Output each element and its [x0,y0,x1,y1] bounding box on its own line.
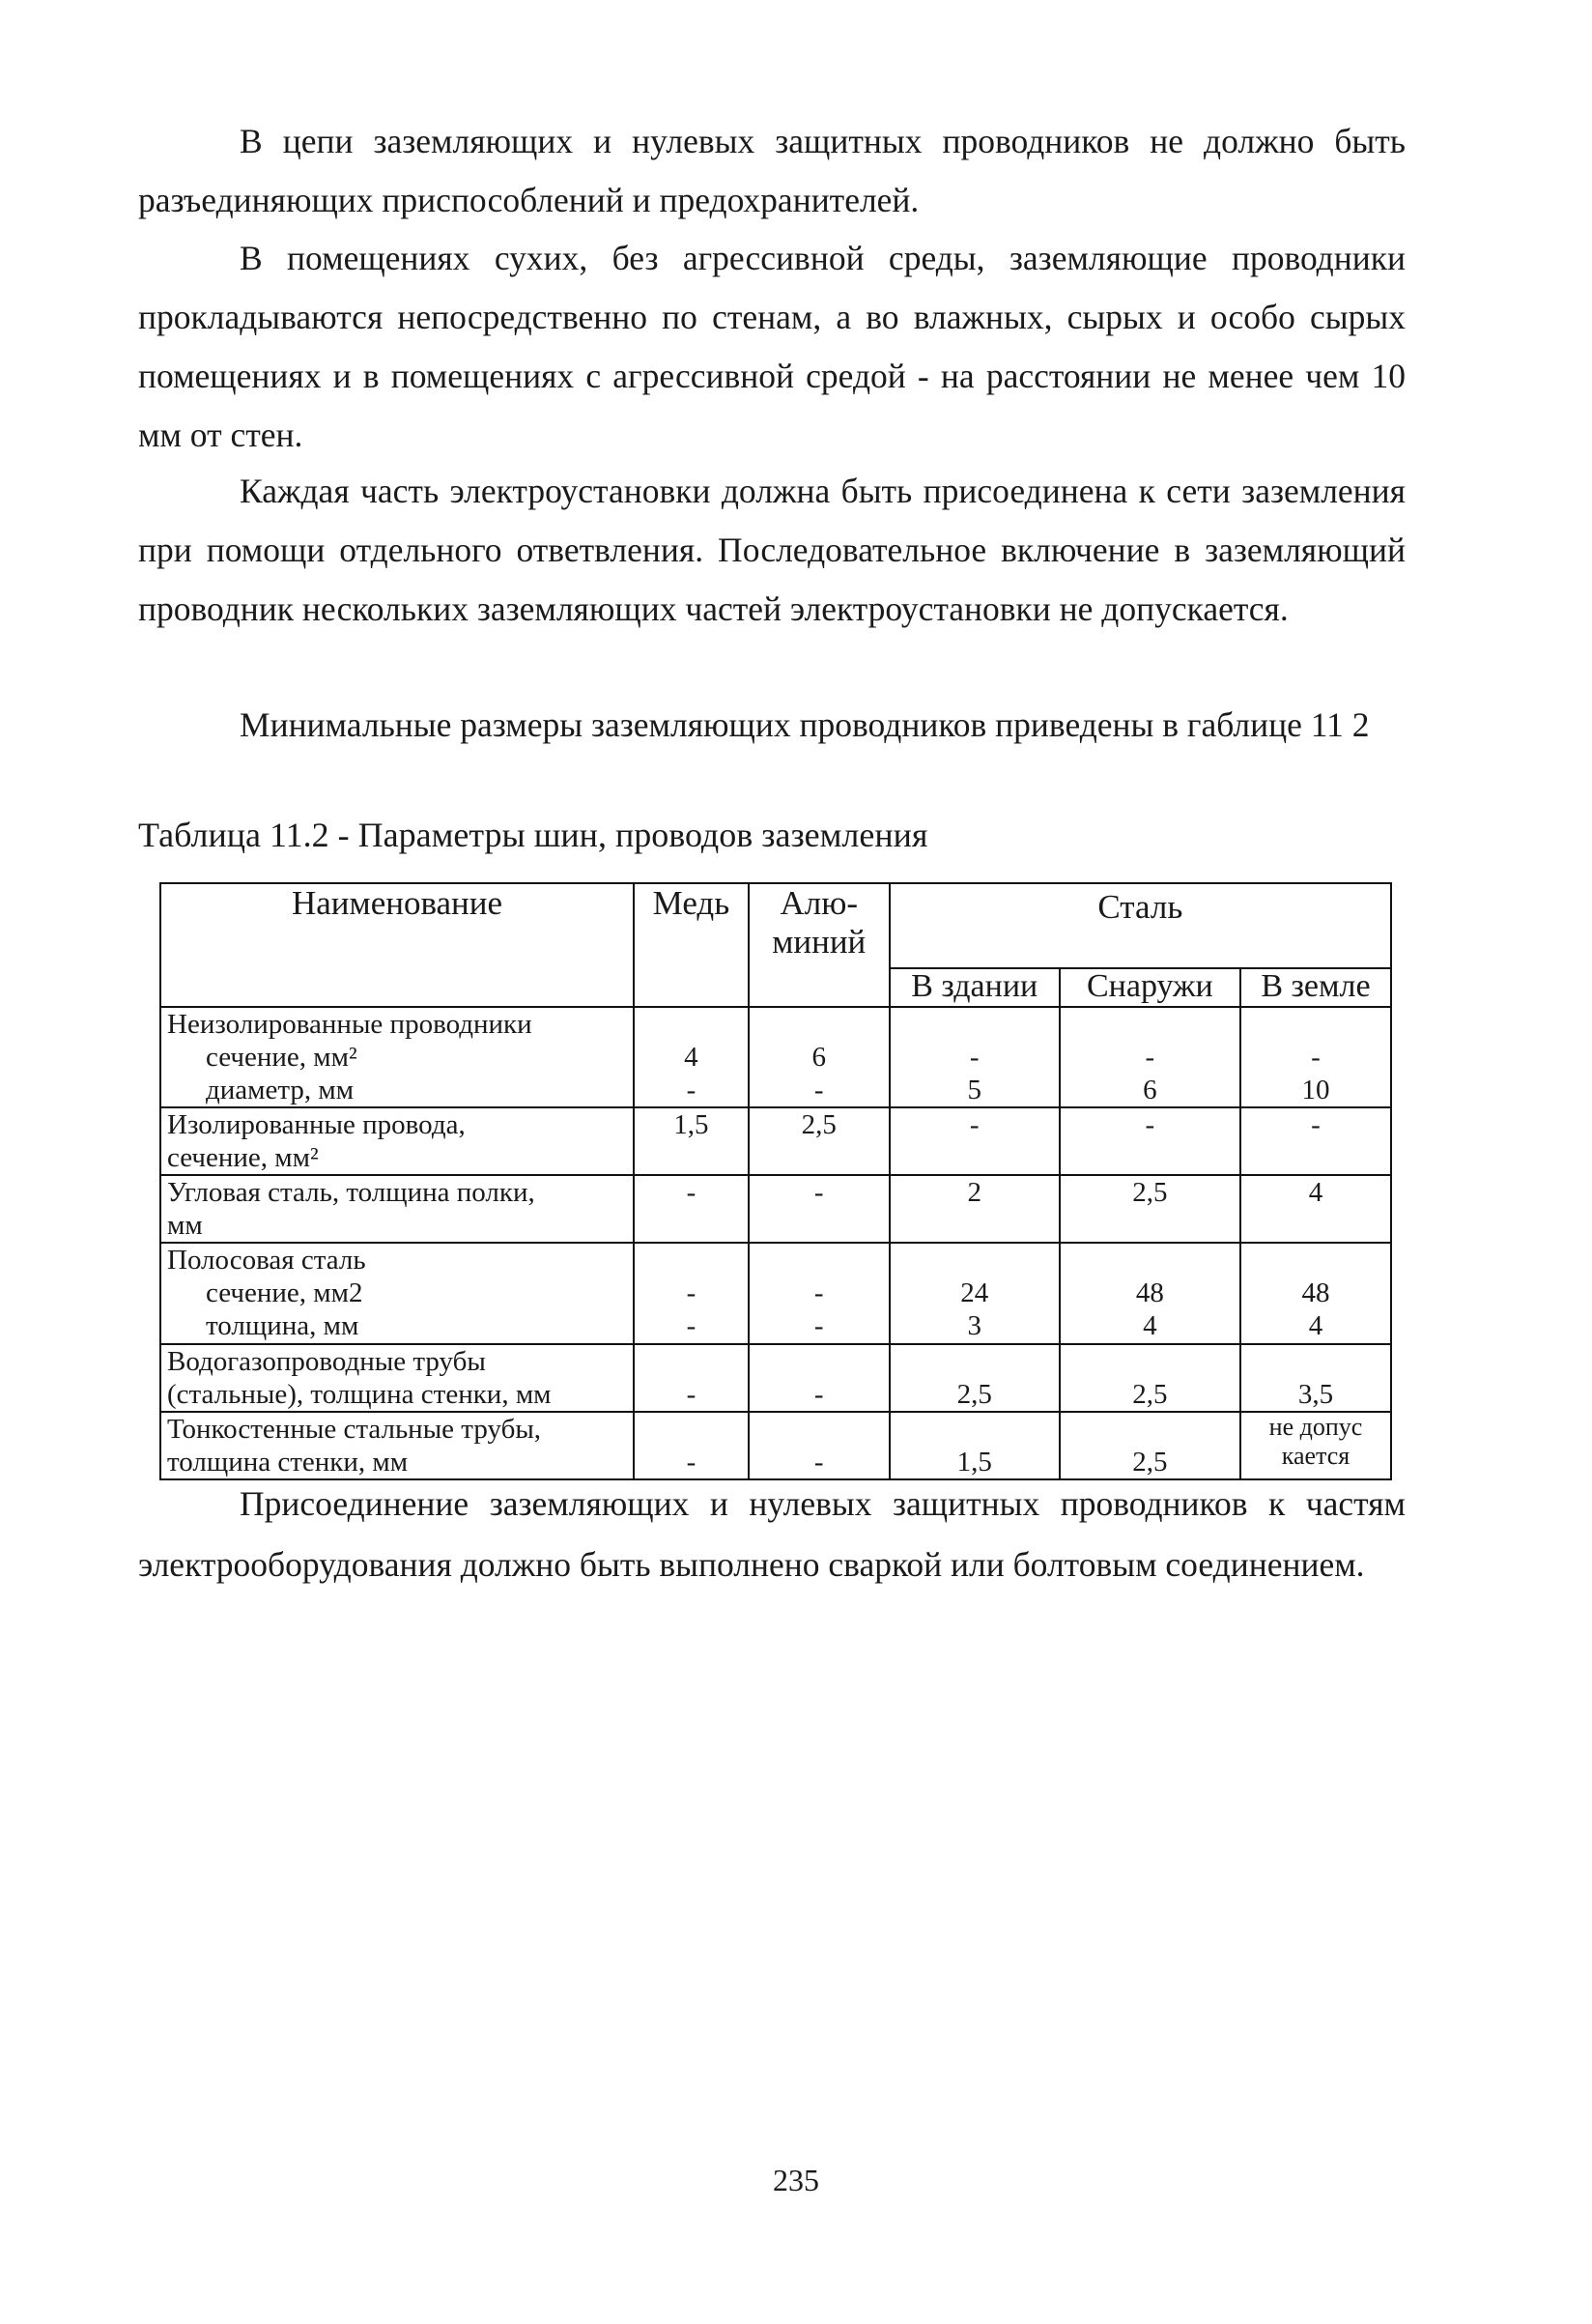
row-name-line: Неизолированные проводники [167,1009,532,1040]
value-cell [749,1175,890,1243]
paragraph-3: Каждая часть электроустановки должна быть присоединена к сети заземления при помощи отдельного ответвления. Последовательное включение в заземляющий проводник нескольких заземляющих частей электроустановки не допускается. [138,472,1406,628]
value-cell [1240,1243,1391,1344]
table-row [160,1175,1391,1243]
value-cell [890,1007,1060,1107]
value-cell [1240,1007,1391,1107]
cell-value [640,1345,742,1378]
cell-value: 4 [1308,1177,1323,1208]
paragraph-2: В помещениях сухих, без агрессивной среды, заземляющие проводники прокладываются непосредственно по стенам, а во влажных, сырых и особо сырых помещениях и в помещениях с агрессивной средой - на расстоянии не менее чем 10 мм от стен. [138,239,1406,454]
value-cell [634,1007,749,1107]
cell-value: 2,5 [1132,1379,1168,1410]
cell-value: 6 [1143,1075,1157,1105]
cell-value: 4 [1308,1310,1323,1341]
row-name-line: толщина, мм [206,1310,359,1341]
cell-value: 24 [960,1277,989,1308]
row-name-cell [160,1243,634,1344]
cell-value [640,1413,742,1446]
cell-value: 1,5 [956,1447,992,1478]
row-name-line: диаметр, мм [206,1075,355,1105]
row-name-cell [160,1344,634,1412]
cell-value: 2,5 [1132,1447,1168,1478]
value-cell [1060,1175,1240,1243]
value-cell [1060,1412,1240,1479]
cell-value [896,1244,1053,1277]
value-cell [749,1243,890,1344]
value-cell [1060,1107,1240,1175]
cell-value [640,1244,742,1277]
cell-value: 4 [1143,1310,1157,1341]
cell-value: 1,5 [673,1109,709,1140]
row-name-line: сечение, мм2 [206,1277,363,1308]
cell-value [1247,1345,1384,1378]
cell-value: 2 [967,1177,981,1208]
cell-value: - [813,1379,824,1410]
cell-value: 48 [1135,1277,1164,1308]
header-steel-outdoor: Снаружи [1060,968,1240,1007]
cell-value [755,1345,883,1378]
header-copper: Медь [634,883,749,1007]
paragraph-1: В цепи заземляющих и нулевых защитных проводников не должно быть разъединяющих приспособлений и предохранителей. [138,122,1406,219]
cell-value [896,1413,1053,1446]
value-cell [749,1412,890,1479]
cell-value: 2,5 [1132,1177,1168,1208]
value-cell [890,1412,1060,1479]
table-caption: Таблица 11.2 - Параметры шин, проводов заземления [138,816,928,854]
cell-value: - [686,1277,696,1308]
cell-value [896,1008,1053,1041]
cell-value [1066,1413,1234,1446]
cell-value: 10 [1301,1075,1330,1105]
row-name-cell [160,1412,634,1479]
value-cell [749,1007,890,1107]
table-row [160,1007,1391,1107]
row-name-cell [160,1007,634,1107]
cell-value: 6 [811,1042,826,1073]
cell-value [1247,1244,1384,1277]
value-cell [1240,1107,1391,1175]
cell-value: - [686,1379,696,1410]
cell-value [1066,1244,1234,1277]
row-name-cell [160,1175,634,1243]
value-cell [890,1107,1060,1175]
paragraph-4: Минимальные размеры заземляющих проводников приведены в габлице 11 2 [240,705,1370,744]
value-cell [634,1344,749,1412]
cell-value [755,1413,883,1446]
row-name-line: сечение, мм² [206,1042,357,1073]
cell-value: - [1145,1042,1155,1073]
cell-value: - [686,1310,696,1341]
row-name-line: Угловая сталь, толщина полки, [167,1177,535,1208]
cell-value: - [969,1109,980,1140]
table-row [160,1344,1391,1412]
cell-value: 2,5 [801,1109,837,1140]
value-cell [1240,1344,1391,1412]
value-cell [1240,1175,1391,1243]
cell-value: кается [1281,1442,1350,1470]
cell-value [1066,1008,1234,1041]
value-cell [634,1107,749,1175]
cell-value: - [1145,1109,1155,1140]
cell-value [755,1244,883,1277]
cell-value [1247,1008,1384,1041]
row-name-line: (стальные), толщина стенки, мм [167,1379,552,1410]
cell-value: - [813,1277,824,1308]
page-number: 235 [773,2163,819,2197]
cell-value: - [1311,1109,1321,1140]
header-name: Наименование [160,883,634,1007]
row-name-cell [160,1107,634,1175]
value-cell [749,1344,890,1412]
row-name-line: мм [167,1210,203,1241]
cell-value: - [813,1075,824,1105]
value-cell [1240,1412,1391,1479]
value-cell [890,1344,1060,1412]
header-steel: Сталь [890,883,1391,968]
cell-value: 3 [967,1310,981,1341]
value-cell [634,1412,749,1479]
row-name-line: толщина стенки, мм [167,1447,409,1478]
table-row [160,1243,1391,1344]
row-name-line: сечение, мм² [167,1142,319,1173]
cell-value: - [686,1075,696,1105]
header-steel-ground: В земле [1240,968,1391,1007]
table-container [159,882,1392,1480]
cell-value: 2,5 [956,1379,992,1410]
cell-value: - [1311,1042,1321,1073]
cell-value: - [813,1177,824,1208]
cell-value: - [813,1447,824,1478]
cell-value: - [813,1310,824,1341]
value-cell [1060,1007,1240,1107]
value-cell [634,1243,749,1344]
row-name-line: Водогазопроводные трубы [167,1346,486,1377]
row-name-line: Изолированные провода, [167,1109,466,1140]
cell-value: 48 [1301,1277,1330,1308]
cell-value [896,1345,1053,1378]
value-cell [890,1175,1060,1243]
table-body [160,1007,1391,1479]
value-cell [1060,1344,1240,1412]
cell-value [1066,1345,1234,1378]
value-cell [890,1243,1060,1344]
cell-value: 3,5 [1297,1379,1334,1410]
value-cell [749,1107,890,1175]
row-name-line: Тонкостенные стальные трубы, [167,1414,542,1445]
cell-value [640,1008,742,1041]
cell-value: 4 [684,1042,698,1073]
cell-value: не допус [1268,1413,1363,1441]
value-cell [1060,1243,1240,1344]
row-name-line: Полосовая сталь [167,1245,366,1276]
cell-value: - [686,1177,696,1208]
cell-value: - [686,1447,696,1478]
grounding-parameters-table [159,882,1392,1480]
header-aluminium: Алю-миний [749,883,890,1007]
table-row [160,1412,1391,1479]
cell-value: 5 [967,1075,981,1105]
header-steel-indoor: В здании [890,968,1060,1007]
table-row [160,1107,1391,1175]
table-header-row [160,883,1391,968]
closing-paragraph: Присоединение заземляющих и нулевых защитных проводников к частям электрооборудования должно быть выполнено сваркой или болтовым соединением. [138,1484,1406,1584]
cell-value: - [969,1042,980,1073]
value-cell [634,1175,749,1243]
cell-value [755,1008,883,1041]
